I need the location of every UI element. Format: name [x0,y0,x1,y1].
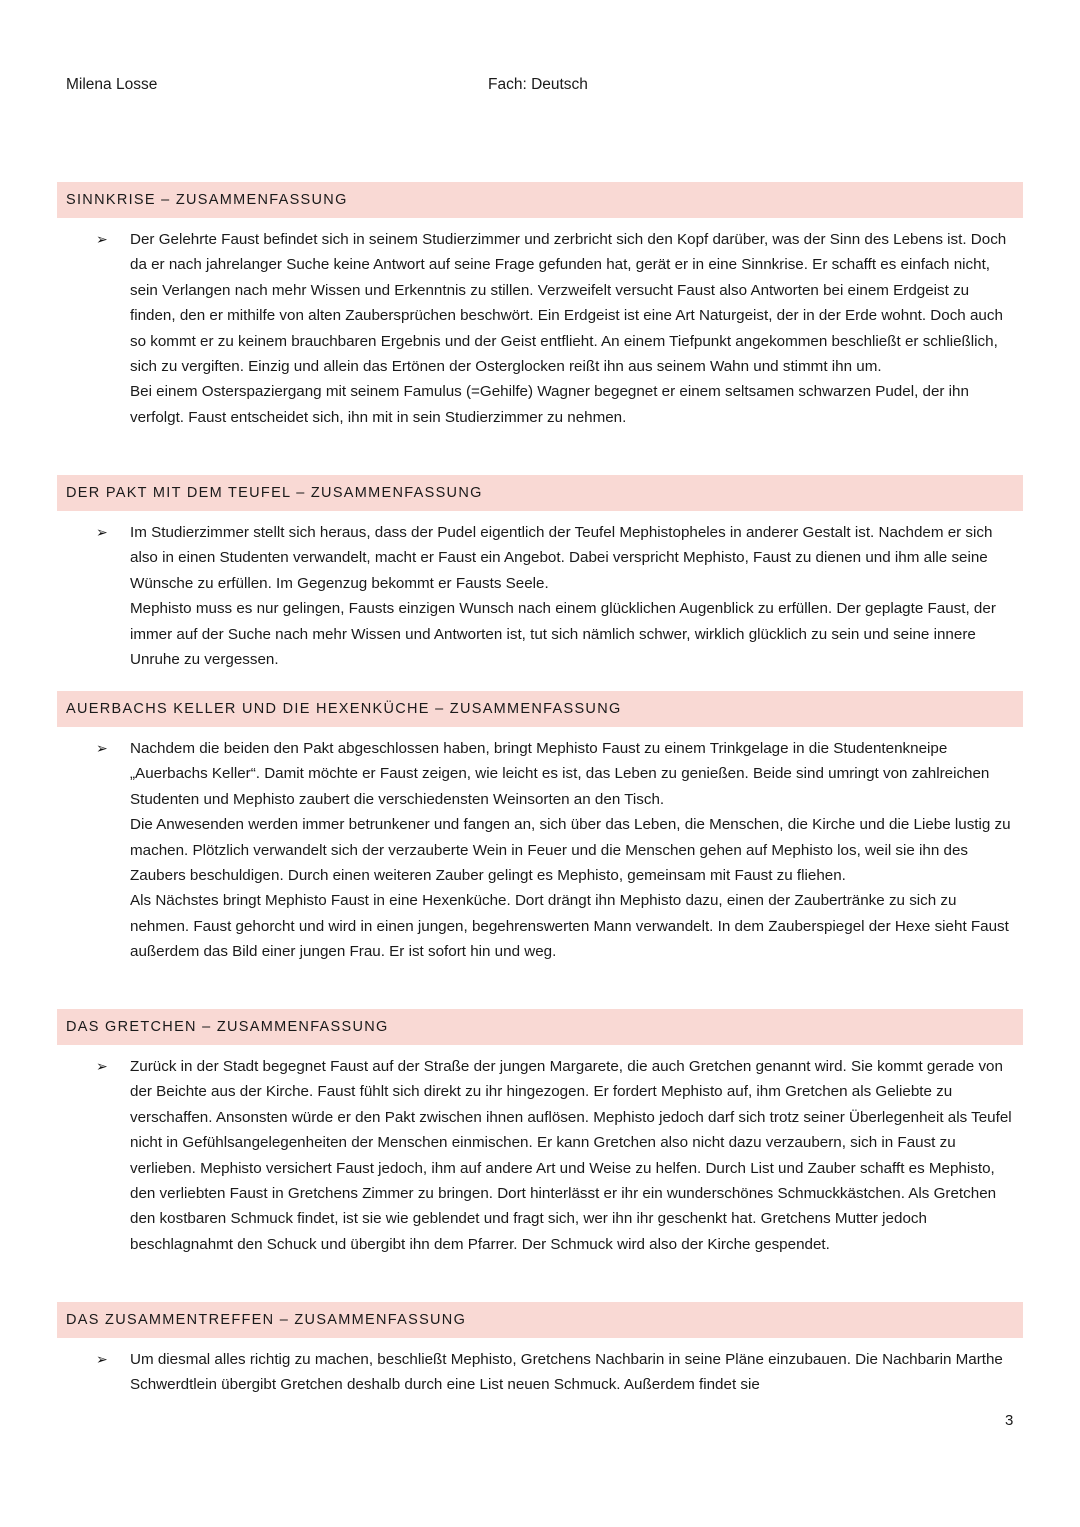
bullet-icon: ➢ [96,231,108,247]
section-heading-sinnkrise: SINNKRISE – ZUSAMMENFASSUNG [57,182,1023,218]
section-body-zusammentreffen [130,1347,1014,1398]
section-body-gretchen [130,1054,1014,1257]
section-heading-pakt: DER PAKT MIT DEM TEUFEL – ZUSAMMENFASSUNG [57,475,1023,511]
section-heading-zusammentreffen: DAS ZUSAMMENTREFFEN – ZUSAMMENFASSUNG [57,1302,1023,1338]
bullet-icon: ➢ [96,740,108,756]
paragraph: Nachdem die beiden den Pakt abgeschlossen haben, bringt Mephisto Faust zu einem Trinkgelage in die Studentenkneipe „Auerbachs Keller“. Damit möchte er Faust zeigen, wie leicht es ist, das Leben zu genießen. Beide sind umringt von zahlreichen Studenten und Mephisto zaubert die verschiedensten Weinsorten an den Tisch. [130,740,990,808]
page-number: 3 [1005,1412,1014,1429]
paragraph: Als Nächstes bringt Mephisto Faust in eine Hexenküche. Dort drängt ihn Mephisto dazu, einen der Zaubertränke zu sich zu nehmen. Faust gehorcht und wird in einen jungen, begehrenswerten Mann verwandelt. In dem Zauberspiegel der Hexe sieht Faust außerdem das Bild einer jungen Frau. Er ist sofort hin und weg. [130,892,1009,961]
paragraph: Bei einem Osterspaziergang mit seinem Famulus (=Gehilfe) Wagner begegnet er einem seltsamen schwarzen Pudel, der ihn verfolgt. Faust entscheidet sich, ihn mit in sein Studierzimmer zu nehmen. [130,383,969,426]
paragraph: Die Anwesenden werden immer betrunkener und fangen an, sich über das Leben, die Menschen, die Kirche und die Liebe lustig zu machen. Plötzlich verwandelt sich der verzauberte Wein in Feuer und die Menschen gehen auf Mephisto los, weil sie ihn des Zaubers beschuldigen. Durch einen weiteren Zauber gelingt es Mephisto, gemeinsam mit Faust zu fliehen. [130,816,1011,885]
section-heading-auerbachs-keller: AUERBACHS KELLER UND DIE HEXENKÜCHE – ZUSAMMENFASSUNG [57,691,1023,727]
bullet-icon: ➢ [96,524,108,540]
header-author: Milena Losse [66,76,158,93]
paragraph: Um diesmal alles richtig zu machen, beschließt Mephisto, Gretchens Nachbarin in seine Pläne einzubauen. Die Nachbarin Marthe Schwerdtlein übergibt Gretchen deshalb durch eine List neuen Schmuck. Außerdem findet sie [130,1351,1003,1394]
section-body-sinnkrise [130,227,1014,430]
section-heading-gretchen: DAS GRETCHEN – ZUSAMMENFASSUNG [57,1009,1023,1045]
bullet-icon: ➢ [96,1351,108,1367]
paragraph: Mephisto muss es nur gelingen, Fausts einzigen Wunsch nach einem glücklichen Augenblick zu erfüllen. Der geplagte Faust, der immer auf der Suche nach mehr Wissen und Antworten ist, tut sich nämlich schwer, wirklich glücklich zu sein und seine innere Unruhe zu vergessen. [130,600,996,669]
paragraph: Der Gelehrte Faust befindet sich in seinem Studierzimmer und zerbricht sich den Kopf darüber, was der Sinn des Lebens ist. Doch da er nach jahrelanger Suche keine Antwort auf seine Frage gefunden hat, gerät er in eine Sinnkrise. Er schafft es einfach nicht, sein Verlangen nach mehr Wissen und Erkenntnis zu stillen. Verzweifelt versucht Faust also Antworten bei einem Erdgeist zu finden, den er mithilfe von alten Zaubersprüchen beschwört. Ein Erdgeist ist eine Art Naturgeist, der in der Erde wohnt. Doch auch so kommt er zu keinem brauchbaren Ergebnis und der Geist entflieht. An einem Tiefpunkt angekommen beschließt er schließlich, sich zu vergiften. Einzig und allein das Ertönen der Osterglocken reißt ihn aus seinem Wahn und stimmt ihn um. [130,231,1007,376]
section-body-auerbachs-keller [130,736,1014,965]
paragraph: Im Studierzimmer stellt sich heraus, dass der Pudel eigentlich der Teufel Mephistopheles in anderer Gestalt ist. Nachdem er sich also in einen Studenten verwandelt, macht er Faust ein Angebot. Dabei verspricht Mephisto, Faust zu dienen und ihm alle seine Wünsche zu erfüllen. Im Gegenzug bekommt er Fausts Seele. [130,524,993,592]
section-body-pakt [130,520,1014,672]
header-subject: Fach: Deutsch [488,76,588,93]
paragraph: Zurück in der Stadt begegnet Faust auf der Straße der jungen Margarete, die auch Gretchen genannt wird. Sie kommt gerade von der Beichte aus der Kirche. Faust fühlt sich direkt zu ihr hingezogen. Er fordert Mephisto auf, ihm Gretchen als Geliebte zu verschaffen. Ansonsten würde er den Pakt zwischen ihnen auflösen. Mephisto jedoch darf sich trotz seiner Überlegenheit als Teufel nicht in Gefühlsangelegenheiten der Menschen einmischen. Er kann Gretchen also nicht dazu verzaubern, sich in Faust zu verlieben. Mephisto versichert Faust jedoch, ihm auf andere Art und Weise zu helfen. Durch List und Zauber schafft es Mephisto, den verliebten Faust in Gretchens Zimmer zu bringen. Dort hinterlässt er ihr ein wunderschönes Schmuckkästchen. Als Gretchen den kostbaren Schmuck findet, ist sie wie geblendet und fragt sich, wer ihn ihr geschenkt hat. Gretchens Mutter jedoch beschlagnahmt den Schuck und übergibt ihn dem Pfarrer. Der Schmuck wird also der Kirche gespendet. [130,1058,1012,1253]
bullet-icon: ➢ [96,1058,108,1074]
